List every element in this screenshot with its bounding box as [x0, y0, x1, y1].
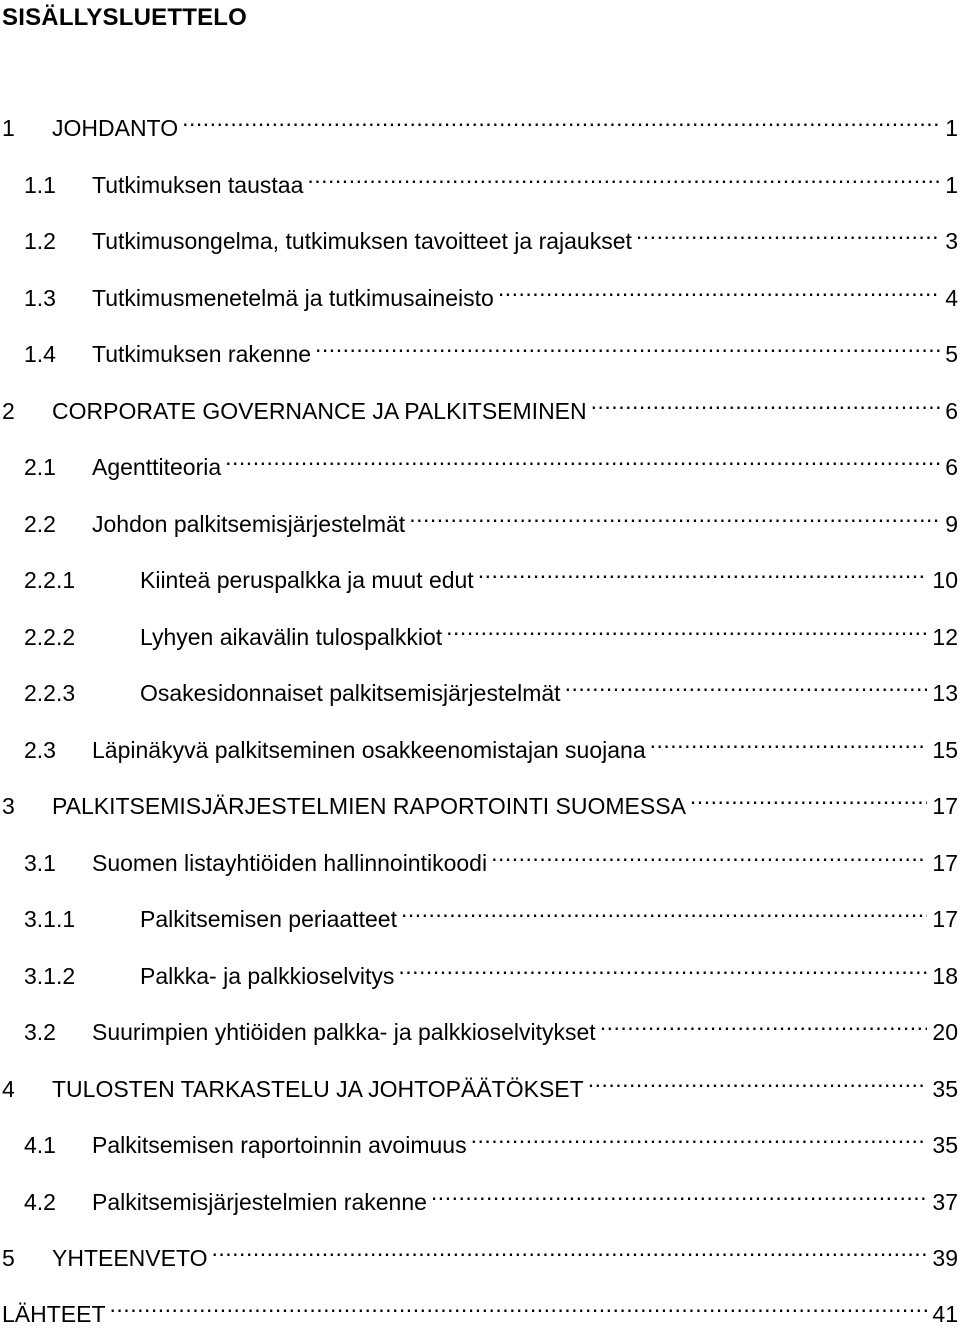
- toc-entry-title: Palkitsemisen periaatteet: [140, 906, 397, 932]
- dot-leader: [225, 445, 940, 475]
- toc-entry-title: LÄHTEET: [2, 1301, 106, 1327]
- toc-entry-title: Johdon palkitsemisjärjestelmät: [92, 511, 406, 537]
- toc-entry-number: 2: [2, 398, 15, 424]
- dot-leader: [409, 502, 940, 532]
- toc-entry-page: 9: [945, 511, 958, 537]
- toc-entry[interactable]: [0, 897, 960, 932]
- toc-entry-page: 35: [932, 1132, 958, 1158]
- toc-entry-page: 3: [945, 228, 958, 254]
- toc-entry-title: Läpinäkyvä palkitseminen osakkeenomistajan suojana: [92, 737, 646, 763]
- toc-entry-title: Palkka- ja palkkioselvitys: [140, 963, 395, 989]
- dot-leader: [491, 841, 927, 871]
- toc-entry[interactable]: [0, 615, 960, 650]
- toc-entry-number: 3.1: [24, 850, 56, 876]
- dot-leader: [315, 332, 940, 362]
- toc-entry-page: 5: [945, 341, 958, 367]
- toc-entry-number: 2.3: [24, 737, 56, 763]
- toc-entry[interactable]: [0, 1236, 960, 1271]
- toc-entry-page: 17: [932, 793, 958, 819]
- toc-entry-page: 41: [932, 1301, 958, 1327]
- toc-entry[interactable]: [0, 1067, 960, 1102]
- page-title: SISÄLLYSLUETTELO: [2, 4, 248, 31]
- toc-entry-number: 3.1.1: [24, 906, 76, 932]
- toc-entry-number: 2.2.1: [24, 567, 76, 593]
- dot-leader: [591, 389, 941, 419]
- toc-entry-title: Palkitsemisjärjestelmien rakenne: [92, 1189, 427, 1215]
- toc-entry-number: 1: [2, 115, 15, 141]
- toc-entry-number: 2.2: [24, 511, 56, 537]
- toc-entry[interactable]: [0, 163, 960, 198]
- toc-entry[interactable]: [0, 1010, 960, 1045]
- toc-entry-title: CORPORATE GOVERNANCE JA PALKITSEMINEN: [52, 398, 587, 424]
- toc-entry-page: 35: [932, 1076, 958, 1102]
- toc-entry-number: 3.1.2: [24, 963, 76, 989]
- dot-leader: [565, 671, 928, 701]
- dot-leader: [498, 276, 940, 306]
- toc-entry-page: 17: [932, 906, 958, 932]
- dot-leader: [182, 106, 940, 136]
- toc-entry[interactable]: [0, 1123, 960, 1158]
- toc-entry[interactable]: [0, 728, 960, 763]
- toc-entry-number: 1.3: [24, 285, 56, 311]
- toc-entry-page: 6: [945, 454, 958, 480]
- toc-entry[interactable]: [0, 332, 960, 367]
- toc-entry-title: Kiinteä peruspalkka ja muut edut: [140, 567, 474, 593]
- toc-entry-title: Agenttiteoria: [92, 454, 222, 480]
- toc-entry-title: Tutkimuksen taustaa: [92, 172, 304, 198]
- toc-entry-page: 18: [932, 963, 958, 989]
- toc-entry-title: TULOSTEN TARKASTELU JA JOHTOPÄÄTÖKSET: [52, 1076, 584, 1102]
- toc-entry-title: Palkitsemisen raportoinnin avoimuus: [92, 1132, 467, 1158]
- toc-entry-number: 4: [2, 1076, 15, 1102]
- toc-entry[interactable]: [0, 276, 960, 311]
- toc-entry-page: 17: [932, 850, 958, 876]
- toc-entry[interactable]: [0, 389, 960, 424]
- toc-entry-number: 2.1: [24, 454, 56, 480]
- toc-entry-page: 10: [932, 567, 958, 593]
- toc-entry-number: 2.2.2: [24, 624, 76, 650]
- dot-leader: [307, 163, 940, 193]
- toc-entry-title: YHTEENVETO: [52, 1245, 208, 1271]
- toc-entry[interactable]: [0, 1180, 960, 1215]
- toc-entry-page: 20: [932, 1019, 958, 1045]
- toc-entry-title: Lyhyen aikavälin tulospalkkiot: [140, 624, 443, 650]
- toc-entry-number: 5: [2, 1245, 15, 1271]
- toc-entry-number: 1.4: [24, 341, 56, 367]
- toc-entry[interactable]: [0, 558, 960, 593]
- toc-entry-title: Tutkimuksen rakenne: [92, 341, 312, 367]
- dot-leader: [398, 954, 927, 984]
- toc-entry[interactable]: [0, 784, 960, 819]
- toc-entry[interactable]: [0, 502, 960, 537]
- toc-entry-title: Tutkimusmenetelmä ja tutkimusaineisto: [92, 285, 494, 311]
- toc-entry-page: 39: [932, 1245, 958, 1271]
- dot-leader: [636, 219, 940, 249]
- toc-entry[interactable]: [0, 106, 960, 141]
- toc-entry-number: 4.1: [24, 1132, 56, 1158]
- toc-entry-number: 3.2: [24, 1019, 56, 1045]
- toc-entry-number: 1.2: [24, 228, 56, 254]
- toc-entry-page: 4: [945, 285, 958, 311]
- dot-leader: [478, 558, 928, 588]
- toc-entry-number: 2.2.3: [24, 680, 76, 706]
- dot-leader: [471, 1123, 928, 1153]
- toc-entry-page: 1: [945, 172, 958, 198]
- dot-leader: [588, 1067, 928, 1097]
- toc-entry[interactable]: [0, 219, 960, 254]
- toc-entry[interactable]: [0, 671, 960, 706]
- dot-leader: [431, 1180, 927, 1210]
- toc-entry-number: 4.2: [24, 1189, 56, 1215]
- dot-leader: [401, 897, 927, 927]
- dot-leader: [650, 728, 928, 758]
- toc-entry-title: Suomen listayhtiöiden hallinnointikoodi: [92, 850, 488, 876]
- dot-leader: [212, 1236, 928, 1266]
- toc-entry-title: JOHDANTO: [52, 115, 179, 141]
- toc-entry-number: 1.1: [24, 172, 56, 198]
- toc-entry-page: 13: [932, 680, 958, 706]
- toc-entry[interactable]: [0, 954, 960, 989]
- dot-leader: [446, 615, 927, 645]
- toc-entry-page: 1: [945, 115, 958, 141]
- dot-leader: [690, 784, 927, 814]
- toc-entry[interactable]: [0, 445, 960, 480]
- toc-entry-title: Tutkimusongelma, tutkimuksen tavoitteet ja rajaukset: [92, 228, 632, 254]
- toc-entry-page: 15: [932, 737, 958, 763]
- toc-entry-title: Osakesidonnaiset palkitsemisjärjestelmät: [140, 680, 561, 706]
- toc-entry-title: Suurimpien yhtiöiden palkka- ja palkkioselvitykset: [92, 1019, 596, 1045]
- dot-leader: [600, 1010, 928, 1040]
- toc-entry-page: 37: [932, 1189, 958, 1215]
- toc-entry-title: PALKITSEMISJÄRJESTELMIEN RAPORTOINTI SUOMESSA: [52, 793, 686, 819]
- toc-entry-page: 12: [932, 624, 958, 650]
- toc-entry[interactable]: [0, 841, 960, 876]
- toc-entry-number: 3: [2, 793, 15, 819]
- toc-entry-page: 6: [945, 398, 958, 424]
